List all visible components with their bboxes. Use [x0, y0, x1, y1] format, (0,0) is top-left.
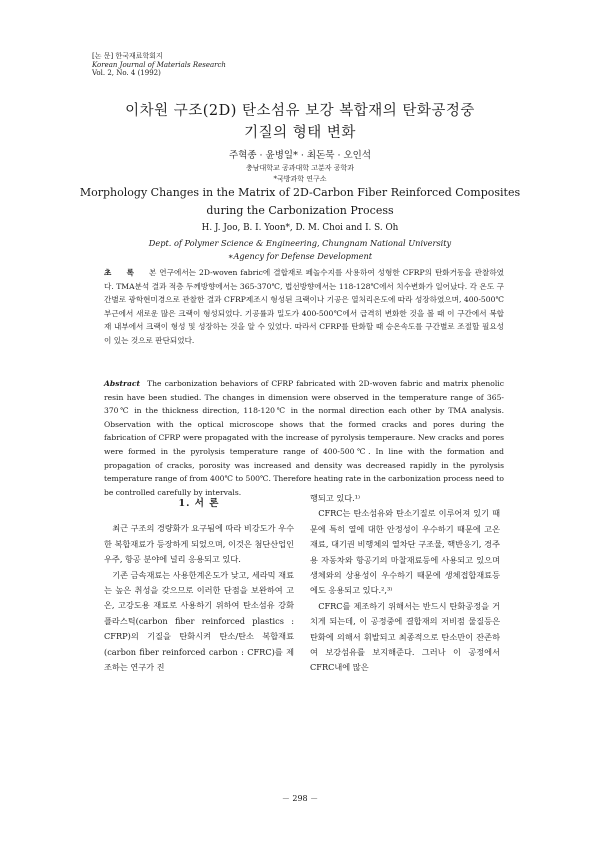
abstract-english-text: The carbonization behaviors of CFRP fabricated with 2D-woven fabric and matrix phenolic resin have been studied. The changes in dimension were observed in the temperature range of 365-370℃ in the thickness direction, 118-120℃ in the normal direction each other by TMA analysis. Observation with the optical microscope shows that the formed cracks and pores during the fabrication of CFRP were propagated with the increase of pyrolysis temperaure. New cracks and pores were formed in the pyrolysis temperature range of 400-500℃. In line with the formation and propagation of cracks, porosity was increased and density was decreased rapidly in the pyrolysis temperature range of from 400℃ to 500℃. Therefore heating rate in the carbonization process need to be controlled carefully by intervals.: [104, 379, 504, 497]
paragraph: 기존 금속재료는 사용한계온도가 낮고, 세라믹 재료는 높은 취성을 갖으므로 이러한 단점을 보완하여 고온, 고강도용 재료로 사용하기 위하여 탄소섬유 강화 플라스틱(carbon fiber reinforced plastics : CFRP)의 기질을 탄화시켜 탄소/탄소 복합재료(carbon fiber reinforced carbon : CFRC)를 제조하는 연구가 진: [104, 569, 294, 673]
journal-name-en: Korean Journal of Materials Research: [92, 60, 226, 69]
abstract-english: [104, 377, 504, 499]
paragraph: 행되고 있다.¹⁾: [310, 493, 361, 503]
affiliation-english-line1: Dept. of Polymer Science & Engineering, Chungnam National University: [148, 238, 452, 248]
affiliation-english: [0, 237, 600, 263]
title-korean-line2: 기질의 형태 변화: [244, 125, 356, 141]
page-number: － 298 －: [281, 794, 319, 803]
journal-name-ko: [논 문] 한국재료학회지: [92, 52, 163, 60]
abstract-korean-label: 초 록: [104, 268, 140, 277]
body-column-left: [104, 496, 294, 675]
affiliation-korean-line1: 충남대학교 공과대학 고분자 공학과: [245, 164, 355, 172]
title-english: [0, 184, 600, 220]
affiliation-korean-line2: *국방과학 연구소: [273, 175, 327, 183]
abstract-korean-text: 본 연구에서는 2D-woven fabric에 결합재로 페놀수지를 사용하여 성형한 CFRP의 탄화거동을 관찰하였다. TMA분석 결과 적층 두께방향에서는 365-370℃, 법선방향에서는 118-128℃에서 치수변화가 일어났다. 각 온도 구간별로 광학현미경으로 관찰한 결과 CFRP제조시 형성된 크랙이나 기공은 열처리온도에 따라 성장하였으며, 400-500℃부근에서 새로운 많은 크랙이 형성되었다. 기공률과 밀도가 400-500℃에서 급격히 변화한 것을 볼 때 이 구간에서 복합재 내부에서 크랙이 형성 및 성장하는 것을 알 수 있었다. 따라서 CFRP를 탄화할 때 승온속도를 구간별로 조절할 필요성이 있는 것으로 판단되었다.: [104, 268, 504, 345]
paragraph: CFRC를 제조하기 위해서는 반드시 탄화공정을 거치게 되는데, 이 공정중에 결합재의 저비점 물질등은 탄화에 의해서 휘발되고 최종적으로 탄소만이 잔존하여 보강섬유를 보지해준다. 그러나 이 공정에서 CFRC내에 많은: [310, 600, 500, 673]
paragraph: CFRC는 탄소섬유와 탄소기질로 이루어져 있기 때문에 특히 열에 대한 안정성이 우수하기 때문에 고온재료, 대기권 비행체의 열차단 구조물, 핵반응기, 경주용 자동차와 항공기의 마찰재료등에 사용되고 있으며 생체와의 상용성이 우수하기 때문에 생체접합재료등에도 응용되고 있다.²,³⁾: [310, 508, 500, 596]
title-korean: [0, 100, 600, 144]
affiliation-english-line2: ∗Agency for Defense Development: [227, 251, 373, 261]
paragraph: 최근 구조의 경량화가 요구됨에 따라 비강도가 우수한 복합재료가 등장하게 되었으며, 이것은 첨단산업인 우주, 항공 분야에 널리 응용되고 있다.: [104, 523, 294, 565]
abstract-korean: [104, 266, 504, 348]
title-korean-line1: 이차원 구조(2D) 탄소섬유 보강 복합재의 탄화공정중: [125, 103, 475, 119]
section-heading: 1. 서 론: [178, 498, 220, 509]
abstract-english-label: Abstract: [104, 379, 141, 388]
authors-english: H. J. Joo, B. I. Yoon*, D. M. Choi and I. S. Oh: [201, 223, 399, 233]
body-column-right: [310, 491, 500, 676]
affiliation-korean: [0, 163, 600, 185]
authors-korean: 주혁종 · 윤병일* · 최돈묵 · 오인석: [228, 150, 372, 161]
journal-volume: Vol. 2, No. 4 (1992): [92, 69, 161, 77]
journal-header: [92, 52, 226, 78]
title-english-line2: during the Carbonization Process: [206, 204, 394, 217]
title-english-line1: Morphology Changes in the Matrix of 2D-Carbon Fiber Reinforced Composites: [79, 186, 521, 199]
